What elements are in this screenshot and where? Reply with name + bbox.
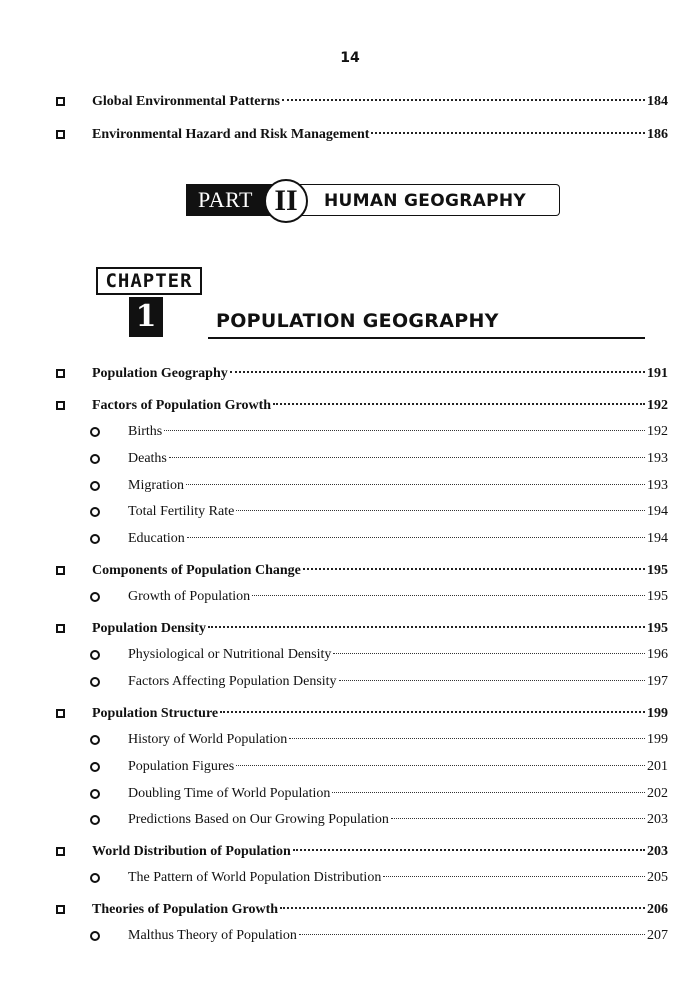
toc-entry[interactable] [56, 125, 668, 145]
toc-subentry[interactable] [56, 757, 668, 777]
toc-entry-title: Births [128, 424, 163, 439]
dot-leader [371, 132, 645, 134]
dot-leader [339, 680, 645, 681]
dot-leader [164, 430, 645, 431]
toc-subentry[interactable] [56, 502, 668, 522]
toc-entry-page: 194 [647, 504, 668, 520]
toc-entry-title: Physiological or Nutritional Density [128, 647, 332, 663]
dot-leader [299, 934, 645, 935]
dot-leader [236, 510, 645, 511]
dot-leader [169, 457, 645, 458]
chapter-title-rule [208, 337, 645, 339]
toc-entry-page: 205 [647, 870, 668, 886]
toc-entry-page: 201 [647, 758, 668, 774]
toc-entry-title: Total Fertility Rate [128, 504, 235, 520]
toc-entry-title: Factors Affecting Population Density [128, 673, 337, 689]
toc-entry-page: 202 [647, 785, 668, 801]
dot-leader [293, 849, 645, 851]
toc-entry-title: World Distribution of Population [92, 844, 291, 860]
toc-entry-page: 206 [647, 902, 668, 918]
checkbox-bullet-icon [56, 624, 65, 633]
toc-entry-title: Malthus Theory of Population [128, 928, 297, 944]
part-banner [186, 179, 560, 224]
toc-entry[interactable] [56, 704, 668, 724]
toc-entry[interactable] [56, 842, 668, 862]
toc-subentry[interactable] [56, 868, 668, 888]
dot-leader [282, 99, 645, 101]
circle-bullet-icon [90, 534, 100, 544]
checkbox-bullet-icon [56, 401, 65, 410]
dot-leader [280, 907, 645, 909]
toc-entry[interactable] [56, 561, 668, 581]
chapter-label: CHAPTER [96, 267, 202, 295]
part-title: HUMAN GEOGRAPHY [324, 191, 526, 211]
toc-entry-title: Education [128, 531, 185, 547]
toc-subentry[interactable] [56, 926, 668, 946]
circle-bullet-icon [90, 592, 100, 602]
toc-entry-page: 195 [647, 589, 668, 605]
dot-leader [186, 484, 645, 485]
toc-entry-title: Population Structure [92, 705, 219, 721]
circle-bullet-icon [90, 507, 100, 517]
toc-entry[interactable] [56, 900, 668, 920]
toc-entry-page: 197 [647, 673, 668, 689]
toc-entry-title: Theories of Population Growth [92, 902, 279, 918]
circle-bullet-icon [90, 815, 100, 825]
dot-leader [273, 403, 645, 405]
toc-entry-page: 191 [647, 366, 668, 381]
circle-bullet-icon [90, 789, 100, 799]
dot-leader [187, 537, 645, 538]
toc-subentry[interactable] [56, 529, 668, 549]
page-number: 14 [340, 50, 360, 66]
toc-entry-page: 196 [647, 647, 668, 663]
toc-entry-title: Doubling Time of World Population [128, 785, 331, 801]
toc-subentry[interactable] [56, 672, 668, 692]
chapter-toc-list [56, 364, 668, 946]
toc-entry-title: Predictions Based on Our Growing Population [128, 812, 389, 828]
toc-entry-page: 203 [647, 812, 668, 828]
circle-bullet-icon [90, 427, 100, 437]
dot-leader [230, 371, 645, 373]
toc-entry-page: 184 [647, 94, 668, 109]
circle-bullet-icon [90, 735, 100, 745]
part-numeral: II [264, 179, 308, 223]
circle-bullet-icon [90, 454, 100, 464]
toc-entry-page: 199 [647, 731, 668, 747]
checkbox-bullet-icon [56, 130, 65, 139]
checkbox-bullet-icon [56, 369, 65, 378]
dot-leader [383, 876, 645, 877]
toc-entry-title: Factors of Population Growth [92, 398, 272, 413]
toc-entry-page: 207 [647, 928, 668, 944]
chapter-number: 1 [129, 297, 163, 337]
dot-leader [208, 626, 645, 628]
toc-entry-title: Migration [128, 477, 184, 493]
toc-entry[interactable] [56, 396, 668, 416]
toc-entry-page: 195 [647, 563, 668, 579]
toc-entry-title: Deaths [128, 450, 167, 466]
toc-entry-title: Environmental Hazard and Risk Management [92, 127, 370, 142]
checkbox-bullet-icon [56, 847, 65, 856]
dot-leader [303, 568, 645, 570]
circle-bullet-icon [90, 762, 100, 772]
checkbox-bullet-icon [56, 709, 65, 718]
checkbox-bullet-icon [56, 566, 65, 575]
toc-subentry[interactable] [56, 587, 668, 607]
toc-entry-page: 186 [647, 127, 668, 142]
toc-entry[interactable] [56, 364, 668, 384]
circle-bullet-icon [90, 677, 100, 687]
chapter-title: POPULATION GEOGRAPHY [216, 310, 499, 332]
toc-entry-title: Population Geography [92, 366, 228, 381]
dot-leader [289, 738, 645, 739]
checkbox-bullet-icon [56, 97, 65, 106]
toc-entry-page: 193 [647, 477, 668, 493]
toc-entry-title: Growth of Population [128, 589, 251, 605]
dot-leader [391, 818, 645, 819]
checkbox-bullet-icon [56, 905, 65, 914]
dot-leader [236, 765, 645, 766]
toc-entry-page: 193 [647, 450, 668, 466]
dot-leader [252, 595, 645, 596]
toc-entry-page: 192 [647, 398, 668, 413]
toc-entry-title: The Pattern of World Population Distribution [128, 870, 382, 886]
toc-entry[interactable] [56, 92, 668, 112]
circle-bullet-icon [90, 873, 100, 883]
toc-entry-page: 192 [647, 424, 668, 439]
toc-entry[interactable] [56, 619, 668, 639]
circle-bullet-icon [90, 650, 100, 660]
toc-entry-title: History of World Population [128, 731, 288, 747]
dot-leader [332, 792, 645, 793]
part-label: PART [186, 184, 304, 216]
toc-subentry[interactable] [56, 645, 668, 665]
toc-subentry[interactable] [56, 730, 668, 750]
toc-entry-page: 195 [647, 621, 668, 637]
dot-leader [220, 711, 645, 713]
toc-entry-title: Global Environmental Patterns [92, 94, 280, 109]
top-toc-list [56, 92, 668, 145]
toc-entry-title: Population Density [92, 621, 206, 637]
dot-leader [333, 653, 645, 654]
toc-entry-page: 203 [647, 844, 668, 860]
toc-entry-title: Population Figures [128, 758, 235, 774]
toc-subentry[interactable] [56, 449, 668, 469]
circle-bullet-icon [90, 481, 100, 491]
toc-subentry[interactable] [56, 784, 668, 804]
circle-bullet-icon [90, 931, 100, 941]
toc-entry-title: Components of Population Change [92, 563, 301, 579]
toc-subentry[interactable] [56, 422, 668, 442]
toc-subentry[interactable] [56, 476, 668, 496]
toc-entry-page: 194 [647, 531, 668, 547]
toc-subentry[interactable] [56, 810, 668, 830]
toc-entry-page: 199 [647, 705, 668, 721]
